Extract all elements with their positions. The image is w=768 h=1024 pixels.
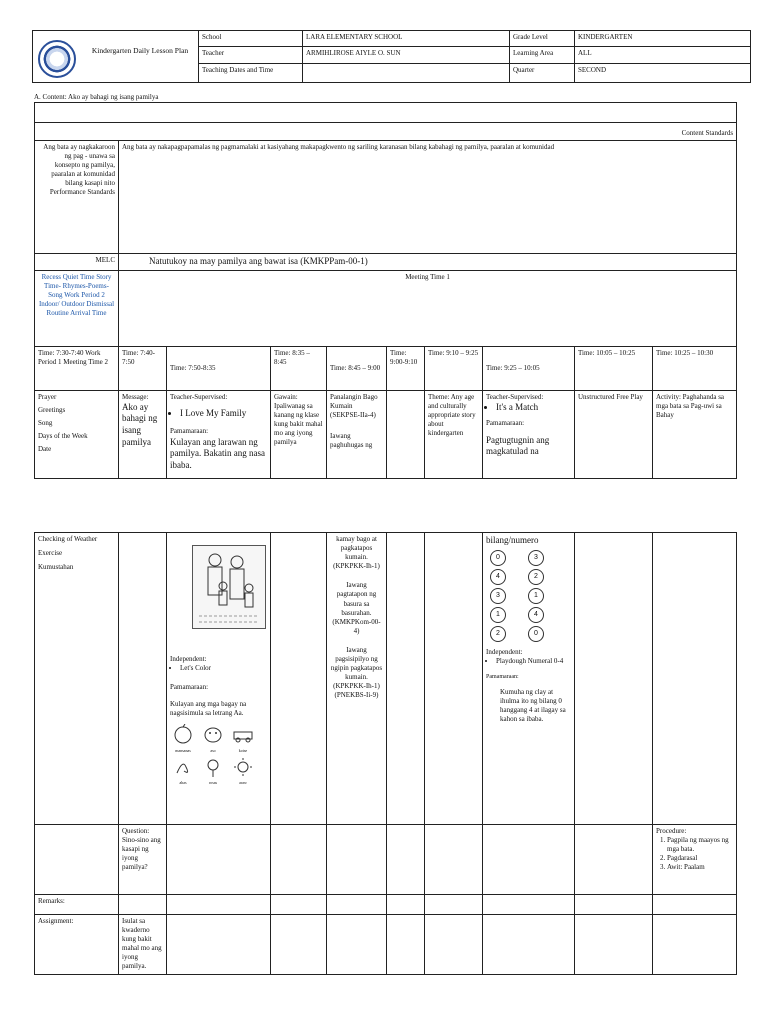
meeting-time-1: Meeting Time 1 [119, 270, 737, 346]
time-cell: Time: 9:00-9:10 [387, 346, 425, 390]
time-cell: Time: 9:25 – 10:05 [483, 346, 575, 390]
number-circle: 1 [490, 607, 506, 623]
picture-word: ahas [179, 779, 187, 785]
procedure-item: 2. Pagdarasal [667, 854, 733, 863]
grade-level-value: KINDERGARTEN [575, 31, 751, 47]
schedule-label: Recess Quiet Time Story Time- Rhymes-Poems- Song Work Period 2 Indoor/ Outdoor Dismissal Routine Arrival Time [35, 270, 119, 346]
routine-item: Date [38, 445, 52, 454]
teaching-dates-value [303, 64, 510, 83]
content-line: A. Content: Ako ay bahagi ng isang pamilya [34, 93, 159, 101]
grade-level-label: Grade Level [510, 31, 575, 47]
learning-area-label: Learning Area [510, 47, 575, 64]
time-cell: Time: 8:35 – 8:45 [271, 346, 327, 390]
time-cell: Time: 9:10 – 9:25 [425, 346, 483, 390]
pamamaraan-label: Pamamaraan: [170, 427, 209, 436]
picture-word: rosas [208, 779, 218, 785]
lesson-table-page1 [34, 102, 737, 479]
procedure-cell [653, 825, 737, 895]
activity-instructions: Kulayan ang larawan ng pamilya. Bakatin ang nasa ibaba. [170, 436, 265, 470]
match-cell [483, 390, 575, 478]
picture-word: mansanas [175, 747, 191, 753]
pamamaraan-label: Pamamaraan: [486, 673, 519, 680]
theme-cell: Theme: Any age and culturally appropriate story about kindergarten [425, 390, 483, 478]
learning-area-value: ALL [575, 47, 751, 64]
school-label: School [199, 31, 303, 47]
picture-word: kotse [238, 747, 248, 753]
quarter-label: Quarter [510, 64, 575, 83]
message-cell [119, 390, 167, 478]
teaching-dates-label: Teaching Dates and Time [199, 64, 303, 83]
number-circle: 0 [490, 550, 506, 566]
procedure-label: Procedure: [656, 827, 687, 835]
activity-item: • It's a Match [496, 402, 571, 414]
practice-item: Iawang pagtatapon ng basura sa basurahan. (KMKPKom-00-4) [332, 581, 381, 635]
remarks-label: Remarks: [35, 895, 119, 915]
bilang-numero-header: bilang/numero [486, 535, 539, 545]
header-info-table [32, 30, 751, 83]
routine-item: Checking of Weather [38, 535, 98, 543]
family-picture [192, 545, 266, 629]
gawain-cell: Gawain: Ipaliwanag sa kanang ng klase kung bakit mahal mo ang iyong pamilya [271, 390, 327, 478]
activity-item: • Let's Color [180, 664, 267, 673]
activity-item: • Playdough Numeral 0-4 [496, 657, 571, 666]
performance-standards-label: Ang bata ay nagkakaroon ng pag - unawa sa konsepto ng pamilya, paaralan at komunidad bilang kasapi nito Performance Standards [35, 141, 119, 254]
pamamaraan-label: Pamamaraan: [170, 683, 209, 692]
procedure-item: 1. Pagpila ng maayos ng mga bata. [667, 836, 733, 854]
number-circle: 1 [528, 588, 544, 604]
activity-instructions: Kulayan ang mga bagay na nagsisimula sa letrang Aa. [170, 700, 247, 718]
time-cell: Time: 7:50-8:35 [167, 346, 271, 390]
paghuhugas-text: Iawang paghuhugas ng [330, 431, 373, 450]
teacher-supervised-label: Teacher-Supervised: [486, 392, 544, 401]
melc-label: MELC [35, 254, 119, 271]
activity-item: • I Love My Family [180, 408, 267, 420]
routine-item: Prayer [38, 392, 57, 401]
lets-color-cell [167, 533, 271, 825]
panalangin-text: Panalangin Bago Kumain (SEKPSE-IIa-4) [330, 392, 378, 419]
content-standards-label: Content Standards [35, 123, 737, 141]
dismissal-activity-cell: Activity: Paghahanda sa mga bata sa Pag-uwi sa Bahay [653, 390, 737, 478]
number-circle: 0 [528, 626, 544, 642]
school-value: LARA ELEMENTARY SCHOOL [303, 31, 510, 47]
pamamaraan-label: Pamamaraan: [486, 419, 525, 428]
practice-item: kamay bago at pagkatapos kumain. (KPKPKK-Ih-1) [333, 535, 380, 571]
routine-item: Song [38, 418, 53, 427]
panalangin-cell [327, 390, 387, 478]
assignment-text: Isulat sa kwaderno kung bakit mahal mo ang iyong pamilya. [119, 915, 167, 975]
number-circle: 4 [528, 607, 544, 623]
time-cell: Time: 7:30-7:40 Work Period 1 Meeting Time 2 [35, 346, 119, 390]
practice-item: Iawang pagsisipilyo ng ngipin pagkatapos kumain. (KPKPKK-Ih-1) (PNEKBS-Ii-9) [330, 645, 383, 700]
independent-label: Independent: [486, 647, 523, 656]
independent-label: Independent: [170, 655, 207, 663]
number-circle: 4 [490, 569, 506, 585]
routine-cell [35, 390, 119, 478]
routine-item: Kumustahan [38, 563, 74, 572]
message-label: Message: [122, 392, 149, 401]
quarter-value: SECOND [575, 64, 751, 83]
time-cell: Time: 7:40-7:50 [119, 346, 167, 390]
number-circle: 3 [490, 588, 506, 604]
time-cell: Time: 8:45 – 9:00 [327, 346, 387, 390]
activity-instructions: Pagtugtugnin ang magkatulad na [486, 434, 550, 457]
routine-item: Greetings [38, 405, 66, 414]
melc-text: Natutukoy na may pamilya ang bawat isa (KMKPPam-00-1) [119, 254, 737, 271]
teacher-value: ARMIHLIROSE AIYLE O. SUN [303, 47, 510, 64]
procedure-item: 3. Awit: Paalam [667, 863, 733, 872]
number-circle: 2 [528, 569, 544, 585]
lesson-plan-title: Kindergarten Daily Lesson Plan [91, 46, 189, 55]
teacher-supervised-label: Teacher-Supervised: [170, 392, 228, 401]
activity-instructions: Kumuha ng clay at ihulma ito ng bilang 0 hanggang 4 at ilagay sa kahon sa ibaba. [500, 687, 566, 723]
picture-word: araw [239, 779, 247, 785]
numbers-cell [483, 533, 575, 825]
teacher-supervised-cell [167, 390, 271, 478]
message-text: Ako ay bahagi ng isang pamilya [122, 401, 158, 447]
practices-cell [327, 533, 387, 825]
lesson-table-page2 [34, 532, 737, 975]
assignment-label: Assignment: [35, 915, 119, 975]
number-circle: 2 [490, 626, 506, 642]
question-cell: Question: Sino-sino ang kasapi ng iyong pamilya? [119, 825, 167, 895]
performance-standards-text: Ang bata ay nakapagpapamalas ng pagmamalaki at kasiyahang makapagkwento ng sariling karanasan bilang kabahagi ng pamilya, paaralan at komunidad [119, 141, 737, 254]
free-play-cell: Unstructured Free Play [575, 390, 653, 478]
time-cell: Time: 10:25 – 10:30 [653, 346, 737, 390]
time-cell: Time: 10:05 – 10:25 [575, 346, 653, 390]
weather-cell [35, 533, 119, 825]
routine-item: Days of the Week [38, 431, 88, 440]
teacher-label: Teacher [199, 47, 303, 64]
routine-item: Exercise [38, 549, 63, 558]
picture-word: aso [210, 747, 216, 753]
number-circle: 3 [528, 550, 544, 566]
